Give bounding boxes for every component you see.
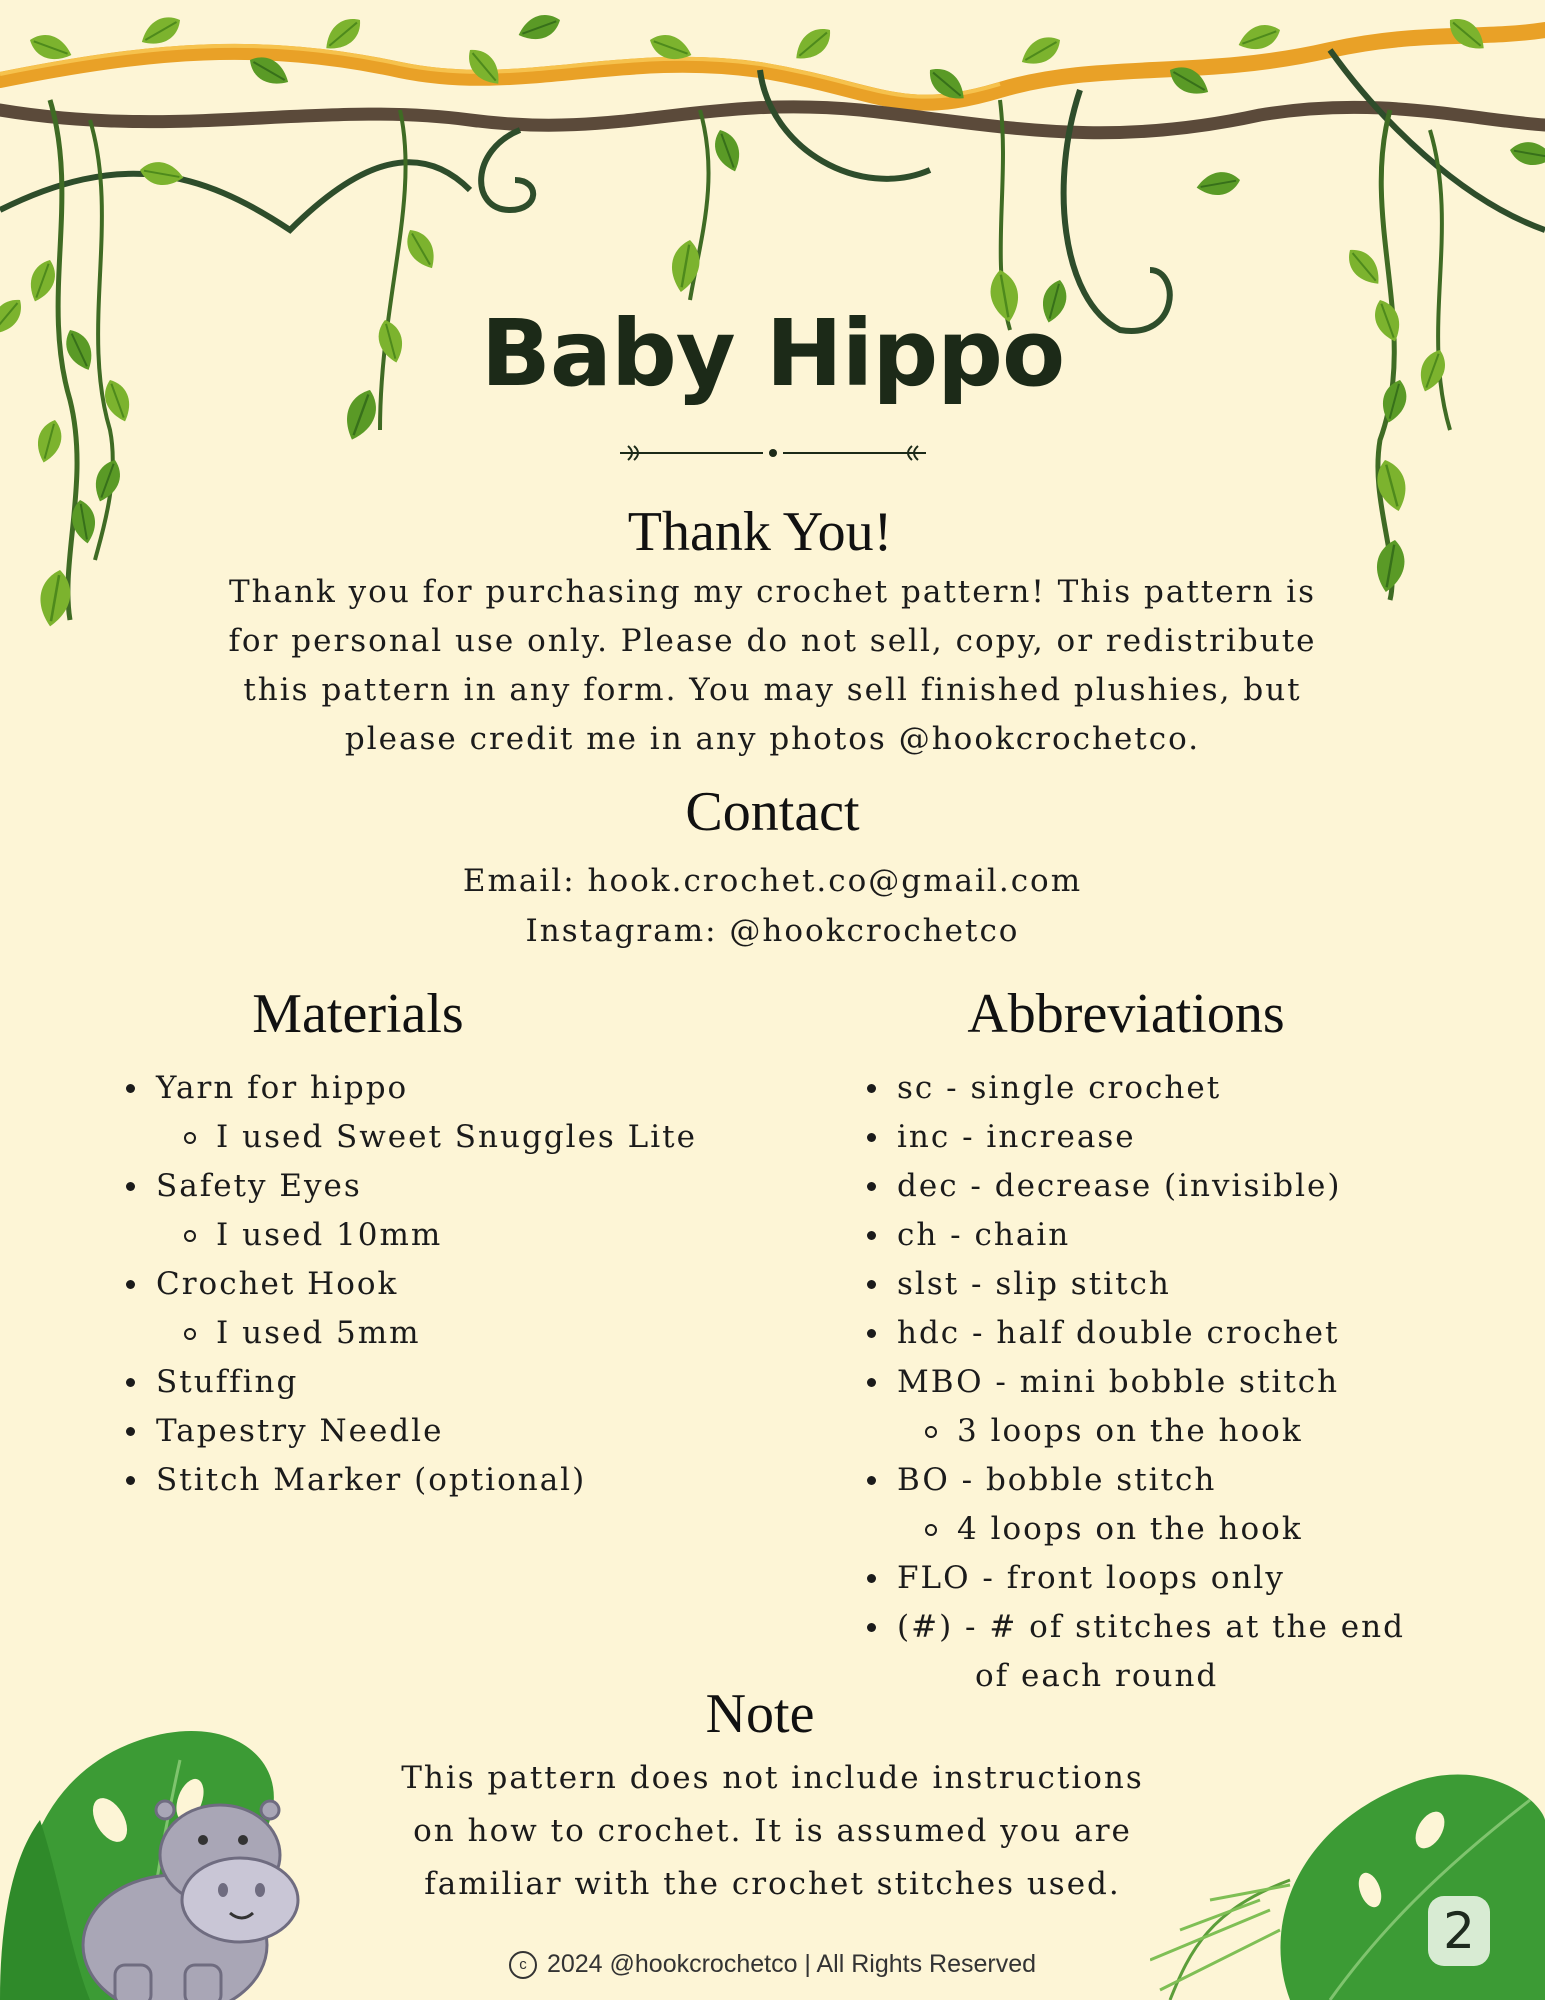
list-item: Crochet Hook <box>122 1260 697 1309</box>
note-line: familiar with the crochet stitches used. <box>424 1866 1121 1902</box>
list-item: Stuffing <box>122 1358 697 1407</box>
list-item: 4 loops on the hook <box>863 1505 1405 1554</box>
materials-list <box>122 1064 697 1505</box>
list-item: 3 loops on the hook <box>863 1407 1405 1456</box>
list-item: sc - single crochet <box>863 1064 1405 1113</box>
materials-heading: Materials <box>252 983 464 1045</box>
list-item: I used 5mm <box>122 1309 697 1358</box>
thank-you-text <box>150 568 1395 764</box>
list-item: Tapestry Needle <box>122 1407 697 1456</box>
page-number-badge: 2 <box>1428 1896 1490 1966</box>
thank-you-line: please credit me in any photos @hookcrochetco. <box>344 721 1201 757</box>
list-item: (#) - # of stitches at the end <box>863 1603 1405 1652</box>
note-heading: Note <box>705 1683 815 1745</box>
list-item: hdc - half double crochet <box>863 1309 1405 1358</box>
contact-heading: Contact <box>685 781 860 843</box>
list-item: FLO - front loops only <box>863 1554 1405 1603</box>
footer-text: 2024 @hookcrochetco | All Rights Reserved <box>546 1950 1037 1978</box>
note-text <box>300 1752 1245 1911</box>
list-item: inc - increase <box>863 1113 1405 1162</box>
footer <box>0 1950 1545 1979</box>
thank-you-line: for personal use only. Please do not sell, copy, or redistribute <box>228 623 1317 659</box>
contact-instagram[interactable]: Instagram: @hookcrochetco <box>525 913 1020 949</box>
list-item: slst - slip stitch <box>863 1260 1405 1309</box>
divider-ornament-icon <box>618 442 928 464</box>
contact-email[interactable]: Email: hook.crochet.co@gmail.com <box>462 863 1083 899</box>
note-line: This pattern does not include instructions <box>401 1760 1144 1796</box>
list-item: ch - chain <box>863 1211 1405 1260</box>
copyright-icon: c <box>509 1951 537 1979</box>
abbreviations-heading: Abbreviations <box>967 983 1285 1045</box>
list-item: of each round <box>975 1658 1219 1694</box>
contact-info <box>0 856 1545 956</box>
note-line: on how to crochet. It is assumed you are <box>413 1813 1132 1849</box>
list-item: Yarn for hippo <box>122 1064 697 1113</box>
thank-you-line: Thank you for purchasing my crochet pattern! This pattern is <box>228 574 1317 610</box>
list-item: MBO - mini bobble stitch <box>863 1358 1405 1407</box>
list-item: BO - bobble stitch <box>863 1456 1405 1505</box>
list-item: I used Sweet Snuggles Lite <box>122 1113 697 1162</box>
list-item: I used 10mm <box>122 1211 697 1260</box>
abbreviations-list <box>863 1064 1405 1701</box>
thank-you-line: this pattern in any form. You may sell finished plushies, but <box>243 672 1302 708</box>
thank-you-heading: Thank You! <box>627 501 893 563</box>
list-item: Safety Eyes <box>122 1162 697 1211</box>
list-item: dec - decrease (invisible) <box>863 1162 1405 1211</box>
page-title: Baby Hippo <box>480 300 1065 407</box>
list-item: Stitch Marker (optional) <box>122 1456 697 1505</box>
